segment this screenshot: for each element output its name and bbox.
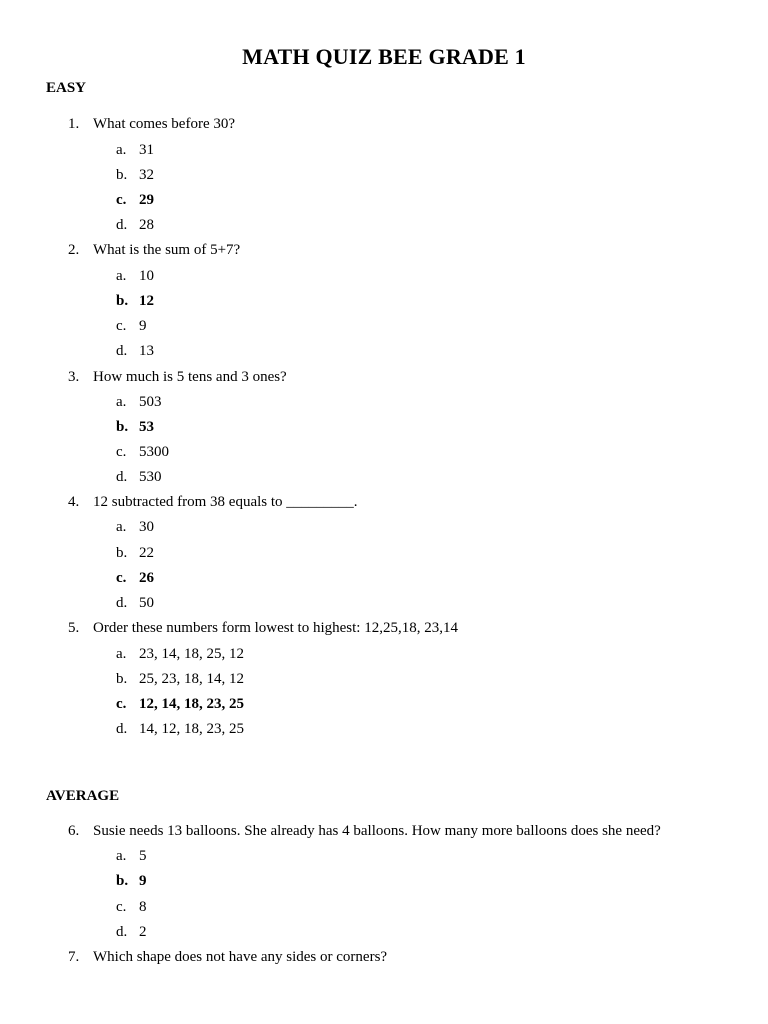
question-number: 5. [68,620,80,636]
option-letter: b. [116,671,128,687]
option-letter: a. [116,142,127,158]
option-letter: c. [116,318,127,334]
option-text: 5 [139,848,147,864]
question-1 [68,116,235,133]
option-text: 9 [139,318,147,334]
question-number: 7. [68,949,80,965]
option-6c [116,899,147,916]
question-2 [68,242,240,259]
question-text: Susie needs 13 balloons. She already has 4 balloons. How many more balloons does she need? [93,823,661,839]
option-text: 28 [139,217,154,233]
option-4a [116,519,154,536]
option-3a [116,394,162,411]
question-number: 4. [68,494,80,510]
option-text: 2 [139,924,147,940]
option-2c [116,318,147,335]
option-1b [116,167,154,184]
option-letter: a. [116,394,127,410]
question-text: Which shape does not have any sides or corners? [93,949,388,965]
question-text: What is the sum of 5+7? [93,242,241,258]
option-6b-correct [116,873,147,890]
option-1c-correct [116,192,154,209]
option-text: 13 [139,343,154,359]
option-text: 23, 14, 18, 25, 12 [139,646,244,662]
option-letter: c. [116,899,127,915]
option-letter: b. [116,293,129,309]
option-letter: d. [116,343,128,359]
option-letter: a. [116,646,127,662]
option-2a [116,268,154,285]
question-5 [68,620,458,637]
option-text: 30 [139,519,154,535]
section-heading-average: AVERAGE [46,788,120,804]
option-3b-correct [116,419,154,436]
question-text: Order these numbers form lowest to highest: 12,25,18, 23,14 [93,620,458,636]
option-text: 31 [139,142,154,158]
question-text: 12 subtracted from 38 equals to _________. [93,494,358,510]
option-text: 5300 [139,444,169,460]
page-title: MATH QUIZ BEE GRADE 1 [242,44,526,69]
option-letter: c. [116,696,127,712]
question-4 [68,494,358,511]
section-heading-easy: EASY [46,80,87,96]
option-3d [116,469,162,486]
option-6d [116,924,147,941]
option-text: 50 [139,595,154,611]
question-number: 6. [68,823,80,839]
option-5a [116,646,244,663]
option-letter: d. [116,469,128,485]
question-number: 2. [68,242,80,258]
option-text: 9 [139,873,147,889]
option-letter: a. [116,848,127,864]
option-5b [116,671,244,688]
option-2d [116,343,154,360]
question-3 [68,369,287,386]
option-text: 14, 12, 18, 23, 25 [139,721,244,737]
option-text: 22 [139,545,154,561]
question-text: What comes before 30? [93,116,236,132]
question-text: How much is 5 tens and 3 ones? [93,369,287,385]
option-letter: b. [116,873,129,889]
question-number: 3. [68,369,80,385]
option-text: 29 [139,192,154,208]
option-letter: c. [116,192,127,208]
option-letter: b. [116,545,128,561]
option-text: 12 [139,293,154,309]
option-5c-correct [116,696,244,713]
option-letter: d. [116,721,128,737]
option-letter: c. [116,570,127,586]
option-6a [116,848,147,865]
question-6 [68,823,661,840]
option-4c-correct [116,570,154,587]
option-text: 8 [139,899,147,915]
option-letter: d. [116,924,128,940]
option-text: 53 [139,419,154,435]
option-letter: b. [116,167,128,183]
option-text: 25, 23, 18, 14, 12 [139,671,244,687]
option-letter: d. [116,217,128,233]
question-number: 1. [68,116,80,132]
option-5d [116,721,244,738]
option-text: 530 [139,469,162,485]
option-text: 26 [139,570,154,586]
option-1d [116,217,154,234]
question-7 [68,949,387,966]
option-letter: b. [116,419,129,435]
option-4d [116,595,154,612]
option-text: 503 [139,394,162,410]
option-text: 12, 14, 18, 23, 25 [139,696,244,712]
option-letter: c. [116,444,127,460]
option-letter: a. [116,519,127,535]
option-4b [116,545,154,562]
option-1a [116,142,154,159]
option-letter: a. [116,268,127,284]
option-2b-correct [116,293,154,310]
option-text: 32 [139,167,154,183]
option-text: 10 [139,268,154,284]
option-letter: d. [116,595,128,611]
option-3c [116,444,169,461]
